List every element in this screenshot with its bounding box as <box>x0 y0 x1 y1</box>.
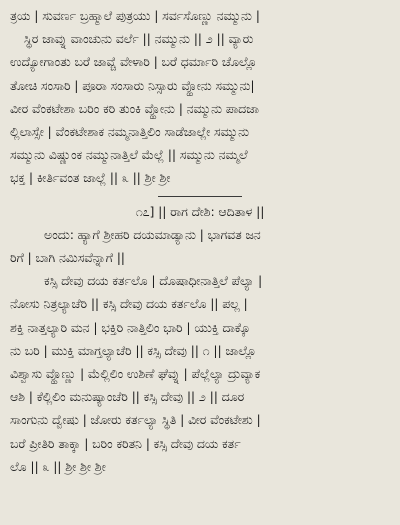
text-line: ತೋಚಿ ಸಂಸಾರಿ | ಪೂರಾ ಸಂಸಾರು ನಿಸ್ಸಾರು ವ್ಹೋನು ಸಮ್ಮುನು| <box>10 77 255 93</box>
text-line: ವೀರ ವೆಂಕಟೇಶಾ ಬರಿಂ ಕರಿ ತುಂಕಿ ವ್ಹೋನು | ನಮ್ಮುನು ಪಾದಜಾ <box>10 100 259 116</box>
text-line: ಸಮ್ಮುನು ವಿಷ್ಣುಂಕ ನಮ್ಮುನಾತ್ತಿಲೆ ಮೆಲ್ಲೆ || ಸಮ್ಮುನು ನಮ್ಮಲೆ <box>10 147 248 163</box>
text-line: ಅಂದು: ಹ್ಯಾಗೆ ಶ್ರೀಹರಿ ದಯಮಾಡ್ಯಾನು | ಭಾಗವತ ಜನ <box>44 226 261 242</box>
text-line: ನು ಬರಿ | ಮುಕ್ತಿ ಮಾಗ್ತಲ್ಯಾಚೆರಿ || ಕಸ್ಸಿ ದೇವು || ೧ || ಜಾಲ್ಲೊ <box>10 342 257 358</box>
text-line: ಲ್ಲಿಲಾಸ್ಸೇ | ವೆಂಕಟೇಶಾಕ ನಮ್ಮನಾತ್ತಿಲಿಂ ಸಾಡೆಜಾಲ್ಲೇ ಸಮ್ಮುನು <box>10 124 249 140</box>
verse-block-1 <box>10 4 390 190</box>
text-line: ಉದ್ಯೋಗಾಂತು ಬರೆ ಜಾವ್ಚೆ ವೇಳಾರಿ | ಬರೆ ಧರ್ಮಾರಿ ಚೊಲ್ಲೊ <box>10 54 257 70</box>
text-line: ಸ್ಥಿರ ಜಾವ್ನು ವಾಂಚುನು ವರ್ಲೆ || ನಮ್ಮುನು || ೨ || ವ್ಯಾರು <box>24 31 254 47</box>
verse-block-2 <box>10 269 390 478</box>
text-line: ಶಕ್ತಿ ನಾತ್ತಲ್ಯಾರಿ ಮನ | ಭಕ್ತಿರಿ ನಾತ್ತಿಲಿಂ ಭಾರಿ | ಯುಕ್ತಿ ದಾಕ್ಕೊ <box>10 319 251 335</box>
text-line: ಸಾಂಗುನು ದ್ವೇಷು | ಜೋರು ಕರ್ತಲ್ಯಾ ಸ್ಥಿತಿ | ವೀರ ವೆಂಕಟೇಶು | <box>10 412 261 428</box>
text-line: ಲೊ || ೩ || ಶ್ರೀ ಶ್ರೀ ಶ್ರೀ <box>10 458 106 474</box>
text-line: ನೋಸು ನಿತ್ರಲ್ಯಾಚೆರಿ || ಕಸ್ಸಿ ದೇವು ದಯ ಕರ್ತಲೊ || ಪಲ್ಲ | <box>10 296 248 312</box>
section-divider <box>158 196 242 197</box>
song-intro <box>10 223 390 269</box>
text-line: ರಿಗೆ | ಬಾಗಿ ನಮಿಸವೆನ್ನಾಗೆ || <box>10 250 125 266</box>
text-line: ಕಸ್ಸಿ ದೇವು ದಯ ಕರ್ತಲೊ | ದೊಷಾಧೀನಾತ್ತಿಲೆ ಪೆಲ್ಯಾ | <box>44 273 263 289</box>
song-header: ೧೭] || ರಾಗ ದೇಶಿ: ಆದಿತಾಳ || <box>135 203 265 219</box>
text-line: ತ್ರಯ | ಸುವರ್ಣ ಬ್ರಹ್ಮಾಲೆ ಪುತ್ರಯು | ಸರ್ವಸೊಣ್ಣು ನಮ್ಮುನು | <box>10 8 260 23</box>
text-line: ವಿಶ್ವಾಸು ವ್ಹೊಣ್ಣು | ಮೆಲ್ಲಿಲಿಂ ಉಶಿಣೆ ಘೆವ್ನು | ಪೆಲ್ಲೆಲ್ಯಾ ದ್ರುವ್ಯಾಕ <box>10 366 261 382</box>
text-line: ಭಕ್ತ | ಕೀರ್ತಿವಂತ ಜಾಲ್ಲೆ || ೩ || ಶ್ರೀ ಶ್ರೀ <box>10 170 171 186</box>
text-line: ಆಶಿ | ಕೆಲ್ಲಿಲಿಂ ಮನುಷ್ಯಾಂಚೆರಿ || ಕಸ್ಸಿ ದೇವು || ೨ || ದೂರ <box>10 389 245 405</box>
text-line: ಬರೆ ಪ್ರೀತಿರಿ ತಾಕ್ಕಾ | ಬರಿಂ ಕರಿತನಿ | ಕಸ್ಸಿ ದೇವು ದಯ ಕರ್ತ <box>10 435 241 451</box>
